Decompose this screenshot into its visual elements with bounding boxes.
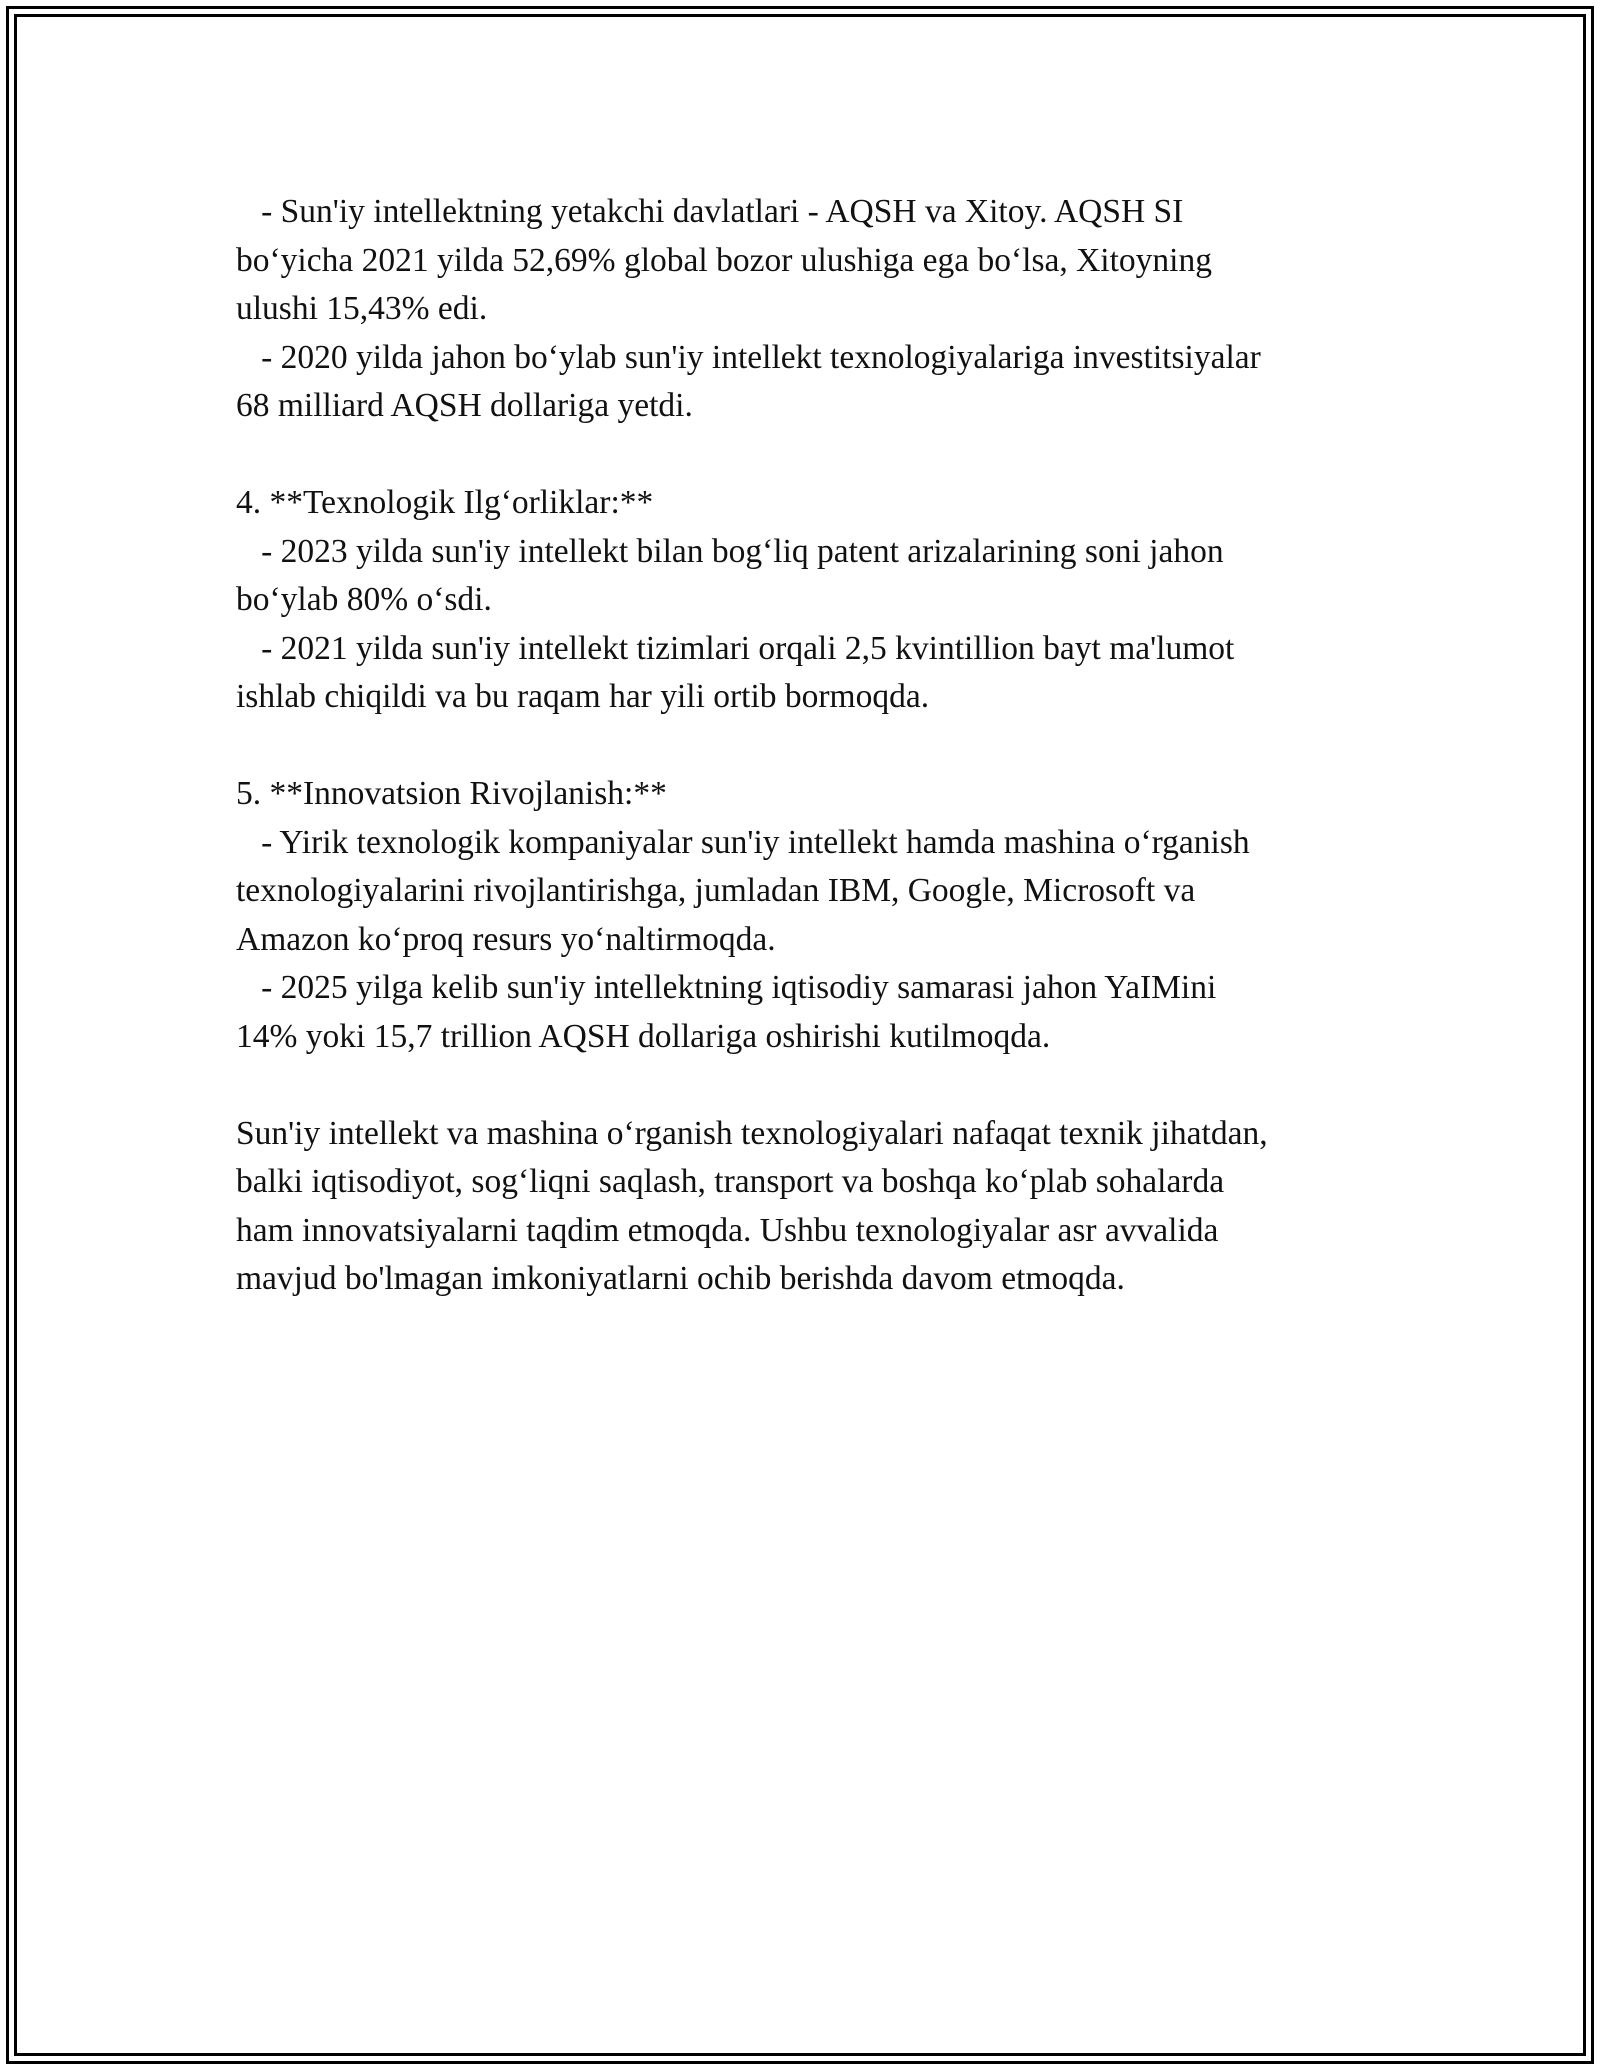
text-line: ulushi 15,43% edi. bbox=[236, 290, 488, 327]
text-line: Amazon ko‘proq resurs yo‘naltirmoqda. bbox=[236, 920, 776, 958]
intro-bullets bbox=[236, 188, 1376, 431]
text-line: 14% yoki 15,7 trillion AQSH dollariga oshirishi kutilmoqda. bbox=[236, 1017, 1051, 1055]
paragraph-gap bbox=[236, 722, 1376, 771]
section-technological-advances bbox=[236, 479, 1376, 722]
text-line: 68 milliard AQSH dollariga yetdi. bbox=[236, 387, 693, 424]
document-body bbox=[236, 188, 1376, 1304]
section-innovative-development bbox=[236, 770, 1376, 1061]
text-line: - Sun'iy intellektning yetakchi davlatlari - AQSH va Xitoy. AQSH SI bbox=[236, 193, 1184, 230]
paragraph-gap bbox=[236, 431, 1376, 480]
text-line: ham innovatsiyalarni taqdim etmoqda. Ushbu texnologiyalar asr avvalida bbox=[236, 1211, 1219, 1249]
text-line: - 2020 yilda jahon bo‘ylab sun'iy intellekt texnologiyalariga investitsiyalar bbox=[236, 338, 1261, 376]
text-line: - 2023 yilda sun'iy intellekt bilan bog‘liq patent arizalarining soni jahon bbox=[236, 532, 1224, 570]
text-line: bo‘yicha 2021 yilda 52,69% global bozor ulushiga ega bo‘lsa, Xitoyning bbox=[236, 241, 1212, 279]
text-line: - Yirik texnologik kompaniyalar sun'iy intellekt hamda mashina o‘rganish bbox=[236, 823, 1250, 861]
section-heading: 4. **Texnologik Ilg‘orliklar:** bbox=[236, 484, 654, 521]
text-line: bo‘ylab 80% o‘sdi. bbox=[236, 581, 492, 618]
text-line: - 2021 yilda sun'iy intellekt tizimlari orqali 2,5 kvintillion bayt ma'lumot bbox=[236, 629, 1235, 667]
text-line: texnologiyalarini rivojlantirishga, jumladan IBM, Google, Microsoft va bbox=[236, 872, 1196, 909]
paragraph-gap bbox=[236, 1061, 1376, 1110]
conclusion-paragraph bbox=[236, 1110, 1376, 1304]
text-line: ishlab chiqildi va bu raqam har yili ortib bormoqda. bbox=[236, 678, 930, 715]
text-line: mavjud bo'lmagan imkoniyatlarni ochib berishda davom etmoqda. bbox=[236, 1260, 1125, 1297]
text-line: Sun'iy intellekt va mashina o‘rganish texnologiyalari nafaqat texnik jihatdan, bbox=[236, 1114, 1268, 1152]
section-heading: 5. **Innovatsion Rivojlanish:** bbox=[236, 775, 667, 812]
text-line: - 2025 yilga kelib sun'iy intellektning iqtisodiy samarasi jahon YaIMini bbox=[236, 969, 1217, 1006]
text-line: balki iqtisodiyot, sog‘liqni saqlash, transport va boshqa ko‘plab sohalarda bbox=[236, 1163, 1225, 1200]
